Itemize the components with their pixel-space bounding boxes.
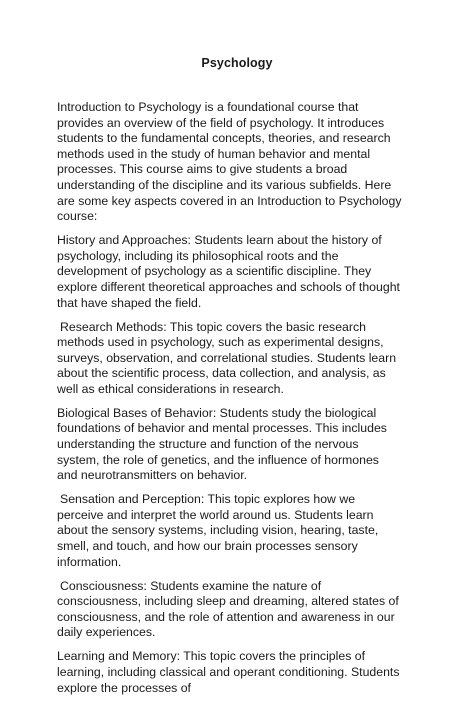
document-title: Psychology — [201, 56, 273, 70]
paragraph-consciousness: Consciousness: Students examine the nature of consciousness, including sleep and dreaming, altered states of consciousness, and the role of attention and awareness in our daily experiences. — [57, 578, 399, 640]
paragraph-sensation-and-perception: Sensation and Perception: This topic explores how we perceive and interpret the world around us. Students learn about the sensory systems, including vision, hearing, taste, smell, and touch, and how our brain processes sensory information. — [57, 492, 379, 569]
paragraph-history-and-approaches: History and Approaches: Students learn about the history of psychology, including its philosophical roots and the development of psychology as a scientific discipline. They explore different theoretical approaches and schools of thought that have shaped the field. — [57, 233, 400, 310]
paragraph-biological-bases: Biological Bases of Behavior: Students study the biological foundations of behavior and mental processes. This includes understanding the structure and function of the nervous system, the role of genetics, and the influence of hormones and neurotransmitters on behavior. — [57, 405, 387, 483]
paragraph-learning-and-memory: Learning and Memory: This topic covers the principles of learning, including classical and operant conditioning. Students explore the processes of — [57, 649, 400, 695]
paragraph-introduction: Introduction to Psychology is a foundational course that provides an overview of the field of psychology. It introduces students to the fundamental concepts, theories, and research methods used in the study of human behavior and mental processes. This course aims to give students a broad understanding of the discipline and its various subfields. Here are some key aspects covered in an Introduction to Psychology course: — [57, 100, 402, 224]
document-body — [57, 100, 402, 705]
paragraph-research-methods: Research Methods: This topic covers the basic research methods used in psychology, such as experimental designs, surveys, observation, and correlational studies. Students learn about the scientific process, data collection, and analysis, as well as ethical considerations in research. — [57, 319, 397, 396]
